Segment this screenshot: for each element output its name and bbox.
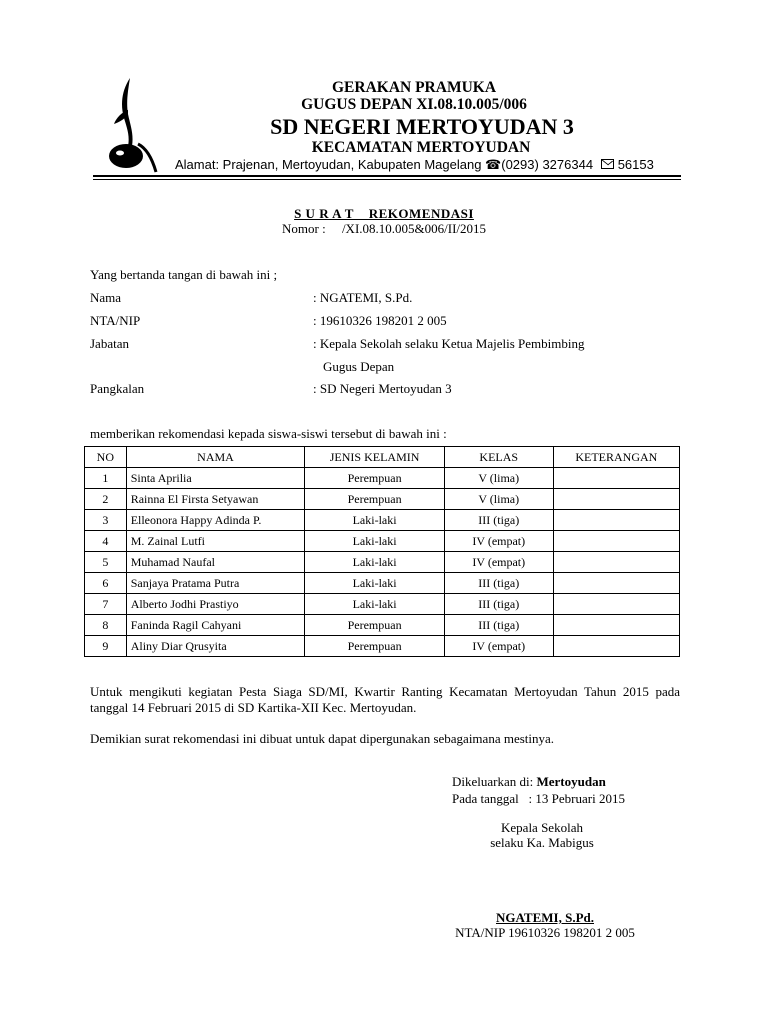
issued-place: Mertoyudan (536, 774, 606, 789)
issued-label: Dikeluarkan di: (452, 774, 537, 789)
number-value: /XI.08.10.005&006/II/2015 (341, 221, 487, 236)
header-rule-thin (93, 179, 681, 180)
field-label-jabatan: Jabatan (90, 336, 129, 351)
signer-name: NGATEMI, S.Pd. (496, 910, 594, 925)
cell-keterangan (553, 636, 679, 657)
field-label-nip: NTA/NIP (90, 313, 141, 328)
cell-jenis-kelamin: Laki-laki (305, 573, 445, 594)
cell-kelas: III (tiga) (444, 573, 553, 594)
closing-paragraph: Demikian surat rekomendasi ini dibuat untuk dapat dipergunakan sebagaimana mestinya. (90, 731, 555, 746)
district-name: KECAMATAN MERTOYUDAN (311, 139, 531, 156)
cell-nama: Faninda Ragil Cahyani (126, 615, 305, 636)
date-value: : 13 Pebruari 2015 (528, 791, 625, 806)
cell-no: 9 (85, 636, 127, 657)
cell-kelas: III (tiga) (444, 510, 553, 531)
cell-nama: Elleonora Happy Adinda P. (126, 510, 305, 531)
cell-jenis-kelamin: Laki-laki (305, 594, 445, 615)
cell-no: 3 (85, 510, 127, 531)
cell-kelas: IV (empat) (444, 636, 553, 657)
cell-no: 2 (85, 489, 127, 510)
cell-nama: Alberto Jodhi Prastiyo (126, 594, 305, 615)
table-row (85, 594, 680, 615)
cell-no: 7 (85, 594, 127, 615)
header-jenis-kelamin: JENIS KELAMIN (305, 447, 445, 468)
cell-keterangan (553, 615, 679, 636)
cell-jenis-kelamin: Laki-laki (305, 552, 445, 573)
letter-title-text: S U R A T REKOMENDASI (294, 206, 474, 221)
header-no: NO (85, 447, 127, 468)
cell-nama: M. Zainal Lutfi (126, 531, 305, 552)
field-label-pangkalan: Pangkalan (90, 381, 145, 396)
cell-kelas: V (lima) (444, 468, 553, 489)
table-intro: memberikan rekomendasi kepada siswa-siswi tersebut di bawah ini : (90, 426, 447, 441)
date-label: Pada tanggal (452, 791, 519, 806)
cell-keterangan (553, 531, 679, 552)
letter-title (0, 206, 768, 222)
cell-jenis-kelamin: Perempuan (305, 615, 445, 636)
field-value-jabatan-cont: Gugus Depan (323, 359, 395, 374)
purpose-paragraph: Untuk mengikuti kegiatan Pesta Siaga SD/MI, Kwartir Ranting Kecamatan Mertoyudan Tahun 2015 pada tanggal 14 Februari 2015 di SD Kartika-XII Kec. Mertoyudan. (90, 684, 680, 715)
cell-kelas: III (tiga) (444, 594, 553, 615)
table-row (85, 615, 680, 636)
signer-nip: NTA/NIP 19610326 198201 2 005 (455, 925, 635, 940)
field-label-nama: Nama (90, 290, 122, 305)
field-value-nama: : NGATEMI, S.Pd. (313, 290, 413, 305)
table-row (85, 552, 680, 573)
cell-keterangan (553, 594, 679, 615)
cell-nama: Sanjaya Pratama Putra (126, 573, 305, 594)
table-row (85, 636, 680, 657)
header-rule-thick (93, 175, 681, 177)
letter-number (0, 221, 768, 237)
cell-nama: Rainna El Firsta Setyawan (126, 489, 305, 510)
cell-keterangan (553, 573, 679, 594)
cell-keterangan (553, 468, 679, 489)
header-nama: NAMA (126, 447, 305, 468)
field-value-nip: : 19610326 198201 2 005 (313, 313, 447, 328)
school-name: SD NEGERI MERTOYUDAN 3 (270, 114, 574, 139)
table-row (85, 573, 680, 594)
cell-no: 1 (85, 468, 127, 489)
address-line (175, 157, 654, 173)
header-kelas: KELAS (444, 447, 553, 468)
cell-keterangan (553, 489, 679, 510)
cell-jenis-kelamin: Laki-laki (305, 531, 445, 552)
cell-kelas: IV (empat) (444, 552, 553, 573)
table-row (85, 468, 680, 489)
cell-no: 5 (85, 552, 127, 573)
address-text: Alamat: Prajenan, Mertoyudan, Kabupaten Magelang (175, 157, 482, 172)
number-label: Nomor : (281, 221, 326, 236)
cell-jenis-kelamin: Laki-laki (305, 510, 445, 531)
cell-no: 6 (85, 573, 127, 594)
student-table (84, 446, 680, 657)
signer-position-2: selaku Ka. Mabigus (490, 835, 594, 850)
field-value-jabatan: : Kepala Sekolah selaku Ketua Majelis Pembimbing (313, 336, 585, 351)
issued-date-line (452, 791, 625, 807)
cell-no: 4 (85, 531, 127, 552)
cell-nama: Muhamad Naufal (126, 552, 305, 573)
cell-jenis-kelamin: Perempuan (305, 489, 445, 510)
intro-text: Yang bertanda tangan di bawah ini ; (90, 267, 278, 282)
cell-jenis-kelamin: Perempuan (305, 468, 445, 489)
field-value-pangkalan: : SD Negeri Mertoyudan 3 (313, 381, 452, 396)
cell-no: 8 (85, 615, 127, 636)
cell-nama: Aliny Diar Qrusyita (126, 636, 305, 657)
signer-position: Kepala Sekolah (501, 820, 583, 835)
cell-nama: Sinta Aprilia (126, 468, 305, 489)
phone-number: (0293) 3276344 (501, 157, 594, 172)
table-row (85, 531, 680, 552)
organization-name: GERAKAN PRAMUKA (331, 79, 497, 96)
postal-code: 56153 (617, 157, 654, 172)
cell-keterangan (553, 552, 679, 573)
table-row (85, 510, 680, 531)
cell-jenis-kelamin: Perempuan (305, 636, 445, 657)
table-row (85, 489, 680, 510)
mail-icon (601, 159, 614, 169)
phone-icon: ☎ (485, 157, 502, 172)
gugus-depan-number: GUGUS DEPAN XI.08.10.005/006 (301, 96, 527, 113)
header-keterangan: KETERANGAN (553, 447, 679, 468)
table-header-row (85, 447, 680, 468)
cell-kelas: III (tiga) (444, 615, 553, 636)
cell-kelas: IV (empat) (444, 531, 553, 552)
issued-place-line (452, 774, 606, 790)
cell-keterangan (553, 510, 679, 531)
cell-kelas: V (lima) (444, 489, 553, 510)
